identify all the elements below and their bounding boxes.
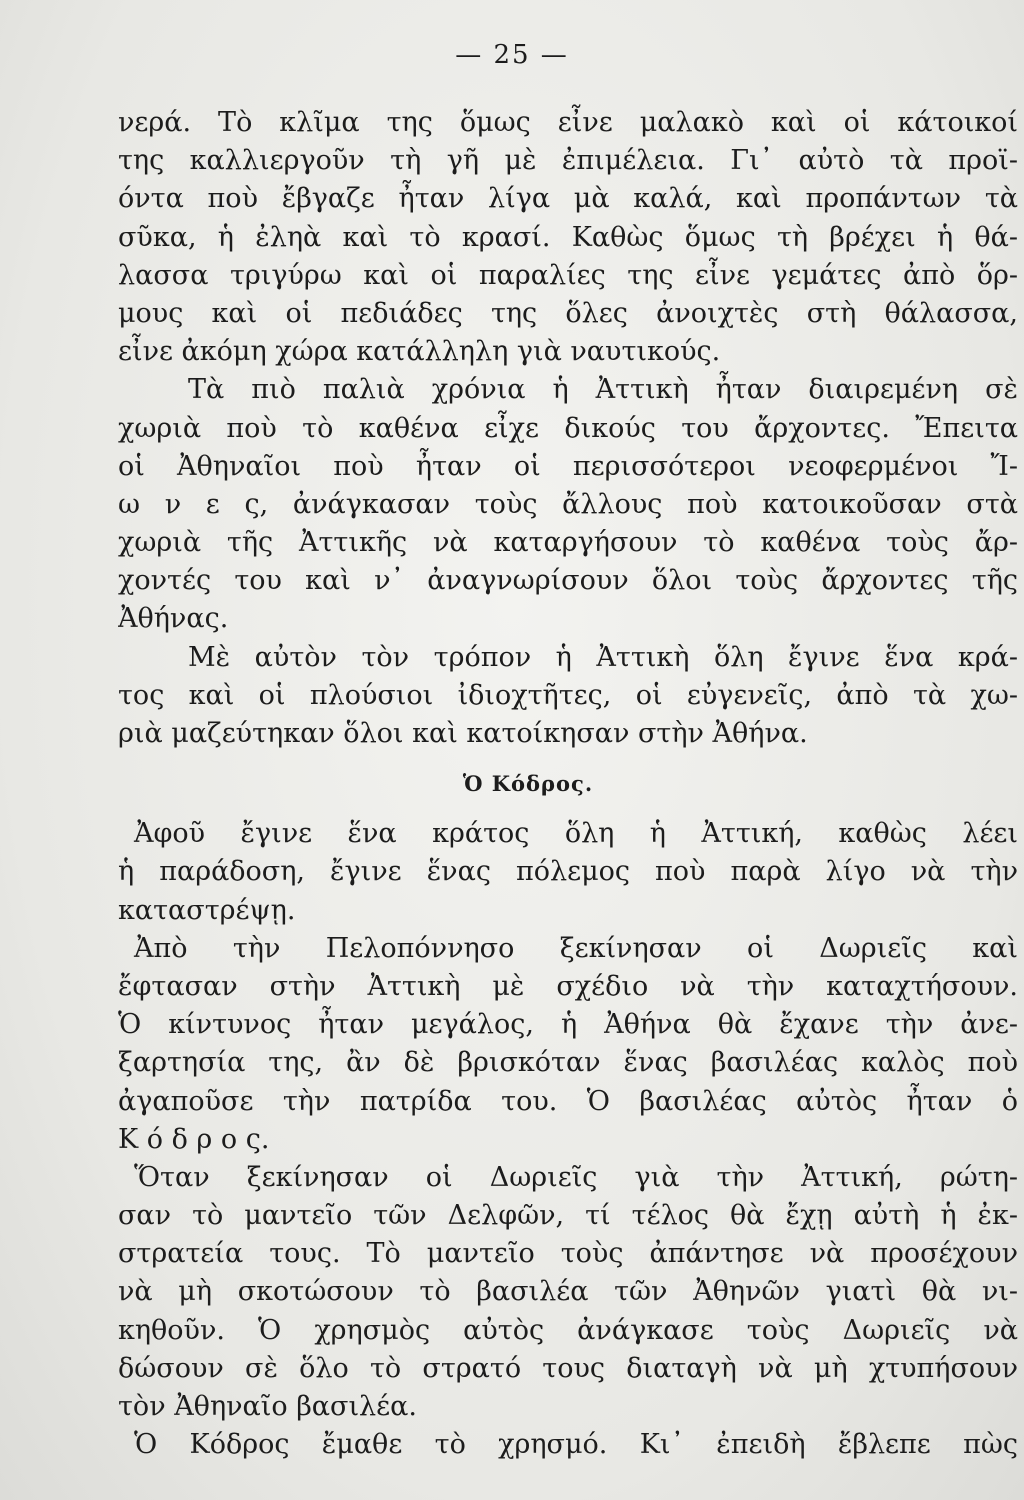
- section-paragraph-3-line-7: τὸν Ἀθηναῖο βασιλέα.: [118, 1391, 417, 1422]
- paragraph-1-line-5: λασσα τριγύρω καὶ οἱ παραλίες της εἶνε γεμάτες ἀπὸ ὅρ-: [118, 259, 1018, 291]
- section-paragraph-2-line-2: ἔφτασαν στὴν Ἀττικὴ μὲ σχέδιο νὰ τὴν καταχτήσουν.: [118, 970, 1018, 1002]
- section-paragraph-2-line-4: ξαρτησία της, ἂν δὲ βρισκόταν ἕνας βασιλέας καλὸς ποὺ: [118, 1047, 1018, 1079]
- paragraph-1-line-1: νερά. Τὸ κλῖμα της ὅμως εἶνε μαλακὸ καὶ οἱ κάτοικοί: [118, 107, 1018, 138]
- paragraph-2-line-3: οἱ Ἀθηναῖοι ποὺ ἦταν οἱ περισσότεροι νεοφερμένοι Ἴ-: [118, 450, 1018, 482]
- paragraph-2-line-2: χωριὰ ποὺ τὸ καθένα εἶχε δικούς του ἄρχοντες. Ἔπειτα: [118, 412, 1018, 444]
- paragraph-3-line-3: ριὰ μαζεύτηκαν ὅλοι καὶ κατοίκησαν στὴν Ἀθήνα.: [118, 718, 808, 749]
- page-text: [118, 104, 1018, 1464]
- paragraph-1-line-4: σῦκα, ἡ ἐληὰ καὶ τὸ κρασί. Καθὼς ὅμως τὴ βρέχει ἡ θά-: [118, 221, 1018, 253]
- paragraph-2-line-4: ω ν ε ς, ἀνάγκασαν τοὺς ἄλλους ποὺ κατοικοῦσαν στὰ: [118, 488, 1018, 520]
- paragraph-2-line-7: Ἀθήνας.: [118, 603, 229, 635]
- section-paragraph-3-line-4: νὰ μὴ σκοτώσουν τὸ βασιλέα τῶν Ἀθηνῶν γιατὶ θὰ νι-: [118, 1276, 1018, 1308]
- page-number: — 25 —: [455, 40, 569, 70]
- paragraph-2-line-5: χωριὰ τῆς Ἀττικῆς νὰ καταργήσουν τὸ καθένα τοὺς ἄρ-: [118, 527, 1018, 559]
- section-paragraph-3-line-3: στρατεία τους. Τὸ μαντεῖο τοὺς ἀπάντησε νὰ προσέχουν: [118, 1238, 1018, 1270]
- paragraph-1-line-2: της καλλιεργοῦν τὴ γῆ μὲ ἐπιμέλεια. Γι᾽ αὐτὸ τὰ προϊ-: [118, 145, 1018, 177]
- section-paragraph-2-line-3: Ὁ κίντυνος ἦταν μεγάλος, ἡ Ἀθήνα θὰ ἔχανε τὴν ἀνε-: [118, 1009, 1018, 1041]
- section-paragraph-1-line-3: καταστρέψῃ.: [118, 894, 296, 926]
- section-paragraph-3-line-1: Ὅταν ξεκίνησαν οἱ Δωριεῖς γιὰ τὴν Ἀττική, ρώτη-: [134, 1161, 1018, 1193]
- section-paragraph-2-line-1: Ἀπὸ τὴν Πελοπόννησο ξεκίνησαν οἱ Δωριεῖς καὶ: [134, 932, 1018, 964]
- section-paragraph-3-line-6: δώσουν σὲ ὅλο τὸ στρατό τους διαταγὴ νὰ μὴ χτυπήσουν: [118, 1352, 1018, 1384]
- section-paragraph-1-line-1: Ἀφοῦ ἔγινε ἕνα κράτος ὅλη ἡ Ἀττική, καθὼς λέει: [134, 818, 1018, 850]
- paragraph-1-line-6: μους καὶ οἱ πεδιάδες της ὅλες ἀνοιχτὲς στὴ θάλασσα,: [118, 297, 1018, 329]
- paragraph-1-line-3: όντα ποὺ ἔβγαζε ἦταν λίγα μὰ καλά, καὶ προπάντων τὰ: [118, 183, 1018, 215]
- paragraph-2-line-1: Τὰ πιὸ παλιὰ χρόνια ἡ Ἀττικὴ ἦταν διαιρεμένη σὲ: [188, 374, 1018, 406]
- section-paragraph-4-line-1: Ὁ Κόδρος ἔμαθε τὸ χρησμό. Κι᾽ ἐπειδὴ ἔβλεπε πὼς: [134, 1429, 1018, 1461]
- paragraph-3-line-2: τος καὶ οἱ πλούσιοι ἰδιοχτῆτες, οἱ εὐγενεῖς, ἀπὸ τὰ χω-: [118, 679, 1018, 711]
- section-paragraph-1-line-2: ἡ παράδοση, ἔγινε ἕνας πόλεμος ποὺ παρὰ λίγο νὰ τὴν: [118, 856, 1018, 888]
- paragraph-3-line-1: Μὲ αὐτὸν τὸν τρόπον ἡ Ἀττικὴ ὅλη ἔγινε ἕνα κρά-: [188, 641, 1018, 673]
- section-paragraph-3-line-5: κηθοῦν. Ὁ χρησμὸς αὐτὸς ἀνάγκασε τοὺς Δωριεῖς νὰ: [118, 1314, 1018, 1346]
- section-paragraph-2-line-5: ἀγαποῦσε τὴν πατρίδα του. Ὁ βασιλέας αὐτὸς ἦταν ὁ: [118, 1085, 1018, 1117]
- section-heading: Ὁ Κόδρος.: [462, 771, 594, 797]
- section-paragraph-3-line-2: σαν τὸ μαντεῖο τῶν Δελφῶν, τί τέλος θὰ ἔχῃ αὐτὴ ἡ ἐκ-: [118, 1200, 1018, 1232]
- section-paragraph-2-line-6: Κ ό δ ρ ο ς.: [118, 1123, 270, 1155]
- paragraph-2-line-6: χοντές του καὶ ν᾽ ἀναγνωρίσουν ὅλοι τοὺς ἄρχοντες τῆς: [118, 565, 1018, 597]
- paragraph-1-line-7: εἶνε ἀκόμη χώρα κατάλληλη γιὰ ναυτικούς.: [118, 336, 721, 368]
